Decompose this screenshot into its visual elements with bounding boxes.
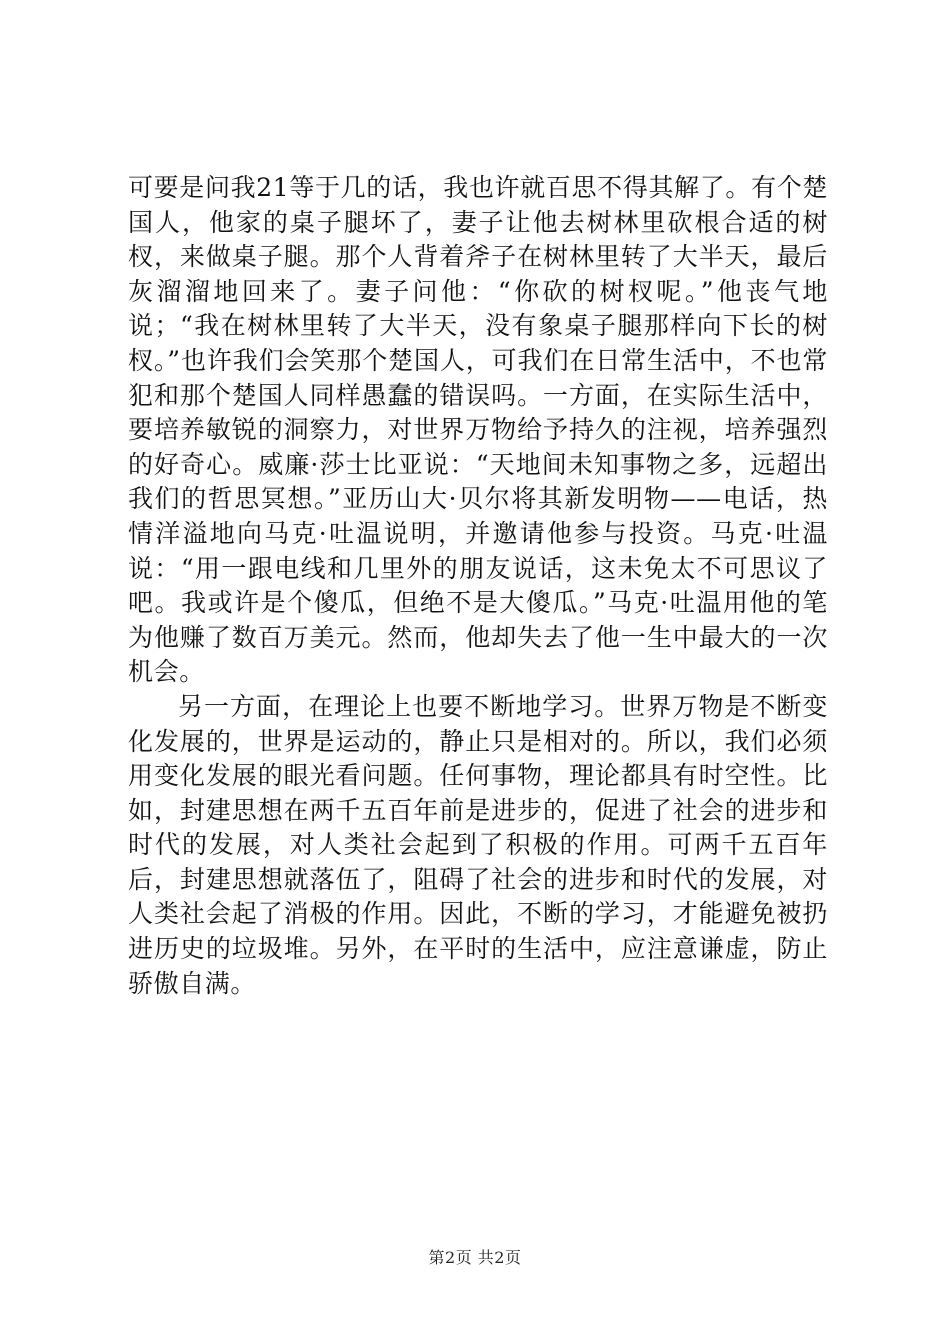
document-body [128,171,828,1001]
page-number-label: 第2页 共2页 [428,1248,522,1267]
paragraph-1: 可要是问我21等于几的话，我也许就百思不得其解了。有个楚国人，他家的桌子腿坏了，妻子让他去树林里砍根合适的树杈，来做桌子腿。那个人背着斧子在树林里转了大半天，最后灰溜溜地回来了。妻子问他：“你砍的树杈呢。”他丧气地说；“我在树林里转了大半天，没有象桌子腿那样向下长的树杈。”也许我们会笑那个楚国人，可我们在日常生活中，不也常犯和那个楚国人同样愚蠢的错误吗。一方面，在实际生活中，要培养敏锐的洞察力，对世界万物给予持久的注视，培养强烈的好奇心。威廉·莎士比亚说：“天地间未知事物之多，远超出我们的哲思冥想。”亚历山大·贝尔将其新发明物——电话，热情洋溢地向马克·吐温说明，并邀请他参与投资。马克·吐温说：“用一跟电线和几里外的朋友说话，这未免太不可思议了吧。我或许是个傻瓜，但绝不是大傻瓜。”马克·吐温用他的笔为他赚了数百万美元。然而，他却失去了他一生中最大的一次机会。 [128,173,828,687]
paragraph-2: 另一方面，在理论上也要不断地学习。世界万物是不断变化发展的，世界是运动的，静止只是相对的。所以，我们必须用变化发展的眼光看问题。任何事物，理论都具有时空性。比如，封建思想在两千五百年前是进步的，促进了社会的进步和时代的发展，对人类社会起到了积极的作用。可两千五百年后，封建思想就落伍了，阻碍了社会的进步和时代的发展，对人类社会起了消极的作用。因此，不断的学习，才能避免被扔进历史的垃圾堆。另外，在平时的生活中，应注意谦虚，防止骄傲自满。 [128,691,828,998]
page-footer [0,1245,950,1268]
